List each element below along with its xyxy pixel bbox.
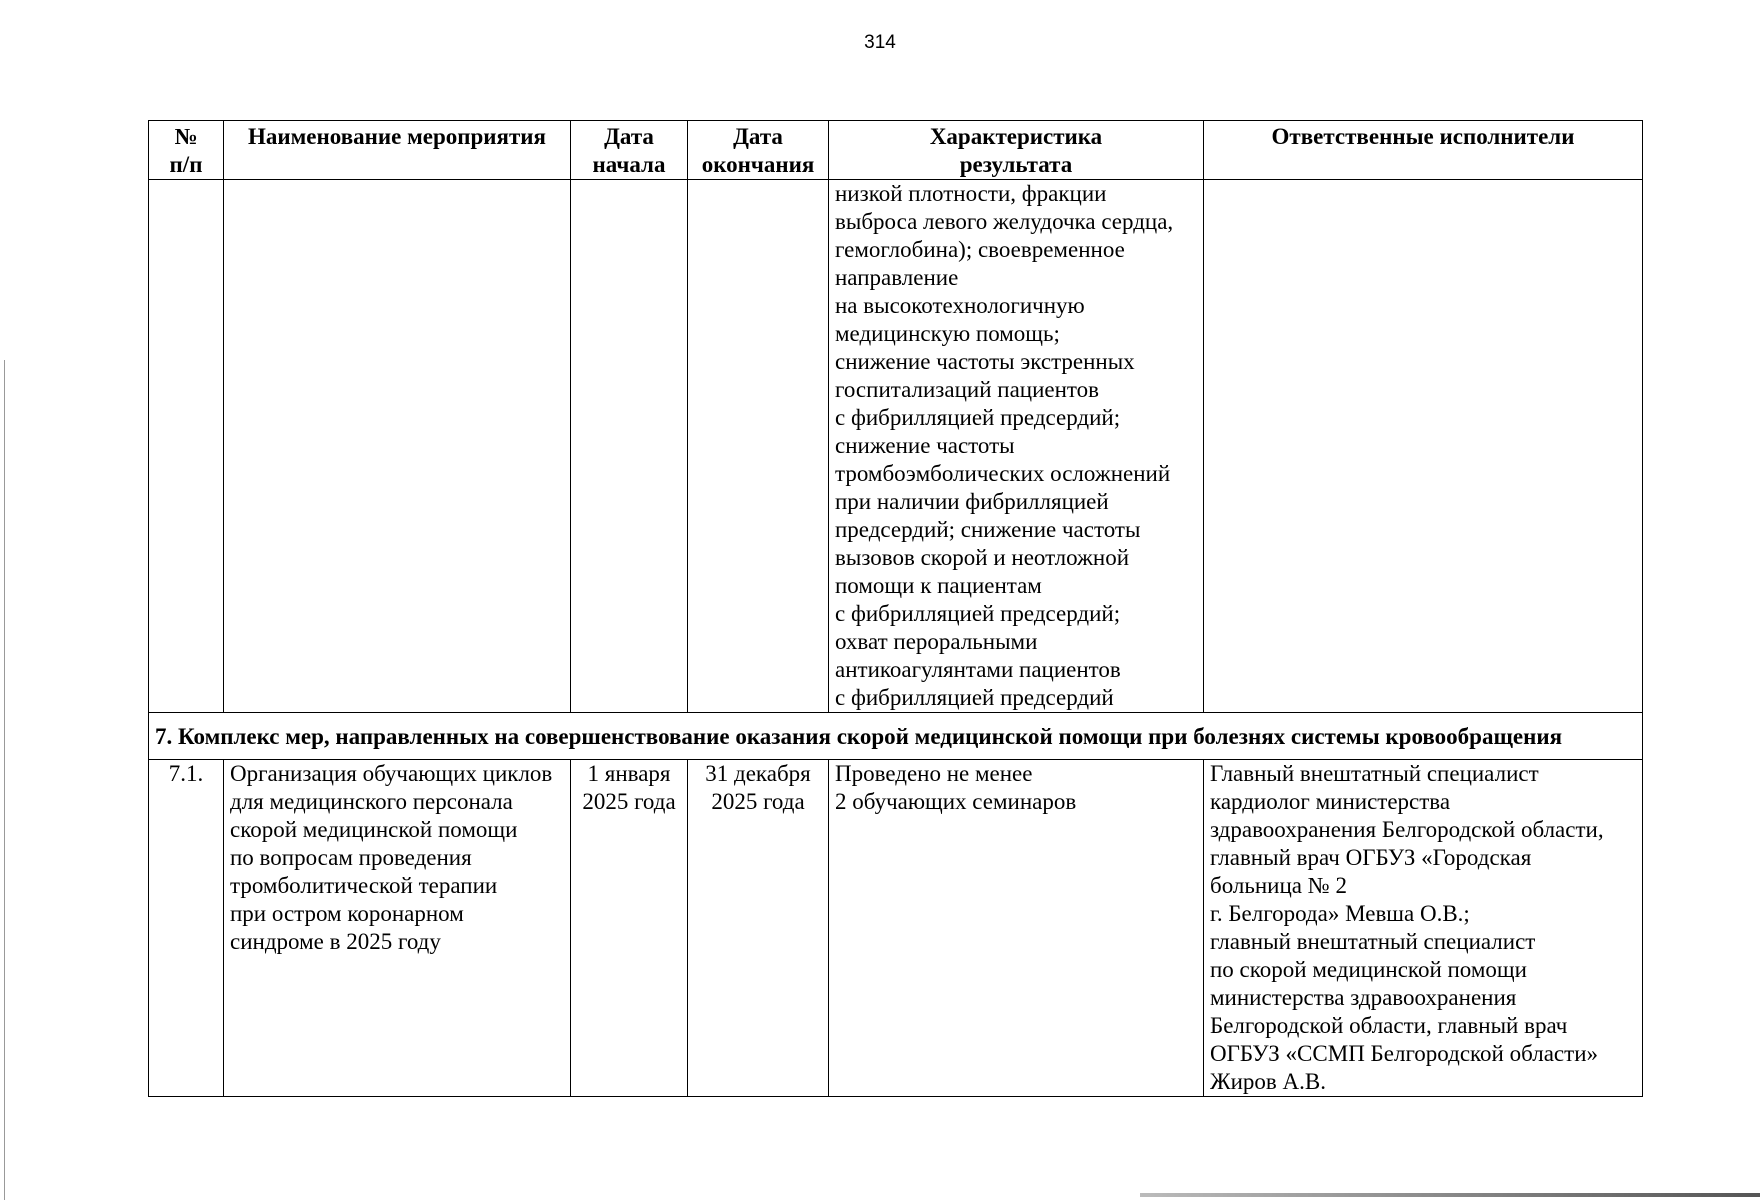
cell-name: [224, 180, 571, 713]
cell-start: [571, 180, 688, 713]
scan-margin-line: [4, 360, 5, 1200]
cell-result: Проведено не менее 2 обучающих семинаров: [829, 760, 1204, 1097]
cell-num: 7.1.: [149, 760, 224, 1097]
cell-name: Организация обучающих циклов для медицинского персонала скорой медицинской помощи по вопросам проведения тромболитической терапии при остром коронарном синдроме в 2025 году: [224, 760, 571, 1097]
cell-end: [688, 180, 829, 713]
header-result: Характеристика результата: [829, 121, 1204, 180]
table-row: [149, 760, 1643, 1097]
page-number: 314: [864, 32, 896, 53]
section-title: 7. Комплекс мер, направленных на совершенствование оказания скорой медицинской помощи при болезнях системы кровообращения: [149, 713, 1643, 760]
scan-bottom-stroke: [1140, 1193, 1760, 1197]
cell-result: низкой плотности, фракции выброса левого желудочка сердца, гемоглобина); своевременное направление на высокотехнологичную медицинскую помощь; снижение частоты экстренных госпитализаций пациентов с фибрилляцией предсердий; снижение частоты тромбоэмболических осложнений при наличии фибрилляцией предсердий; снижение частоты вызовов скорой и неотложной помощи к пациентам с фибрилляцией предсердий; охват пероральными антикоагулянтами пациентов с фибрилляцией предсердий: [829, 180, 1204, 713]
header-end-date: Дата окончания: [688, 121, 829, 180]
header-name: Наименование мероприятия: [224, 121, 571, 180]
table-row-continuation: [149, 180, 1643, 713]
cell-start: 1 января 2025 года: [571, 760, 688, 1097]
cell-end: 31 декабря 2025 года: [688, 760, 829, 1097]
cell-responsible: Главный внештатный специалист кардиолог министерства здравоохранения Белгородской области, главный врач ОГБУЗ «Городская больница № 2 г. Белгорода» Мевша О.В.; главный внештатный специалист по скорой медицинской помощи министерства здравоохранения Белгородской области, главный врач ОГБУЗ «ССМП Белгородской области» Жиров А.В.: [1204, 760, 1643, 1097]
header-num: № п/п: [149, 121, 224, 180]
measures-table: [148, 120, 1643, 1097]
cell-num: [149, 180, 224, 713]
section-row: [149, 713, 1643, 760]
header-start-date: Дата начала: [571, 121, 688, 180]
cell-responsible: [1204, 180, 1643, 713]
table-header-row: [149, 121, 1643, 180]
header-responsible: Ответственные исполнители: [1204, 121, 1643, 180]
